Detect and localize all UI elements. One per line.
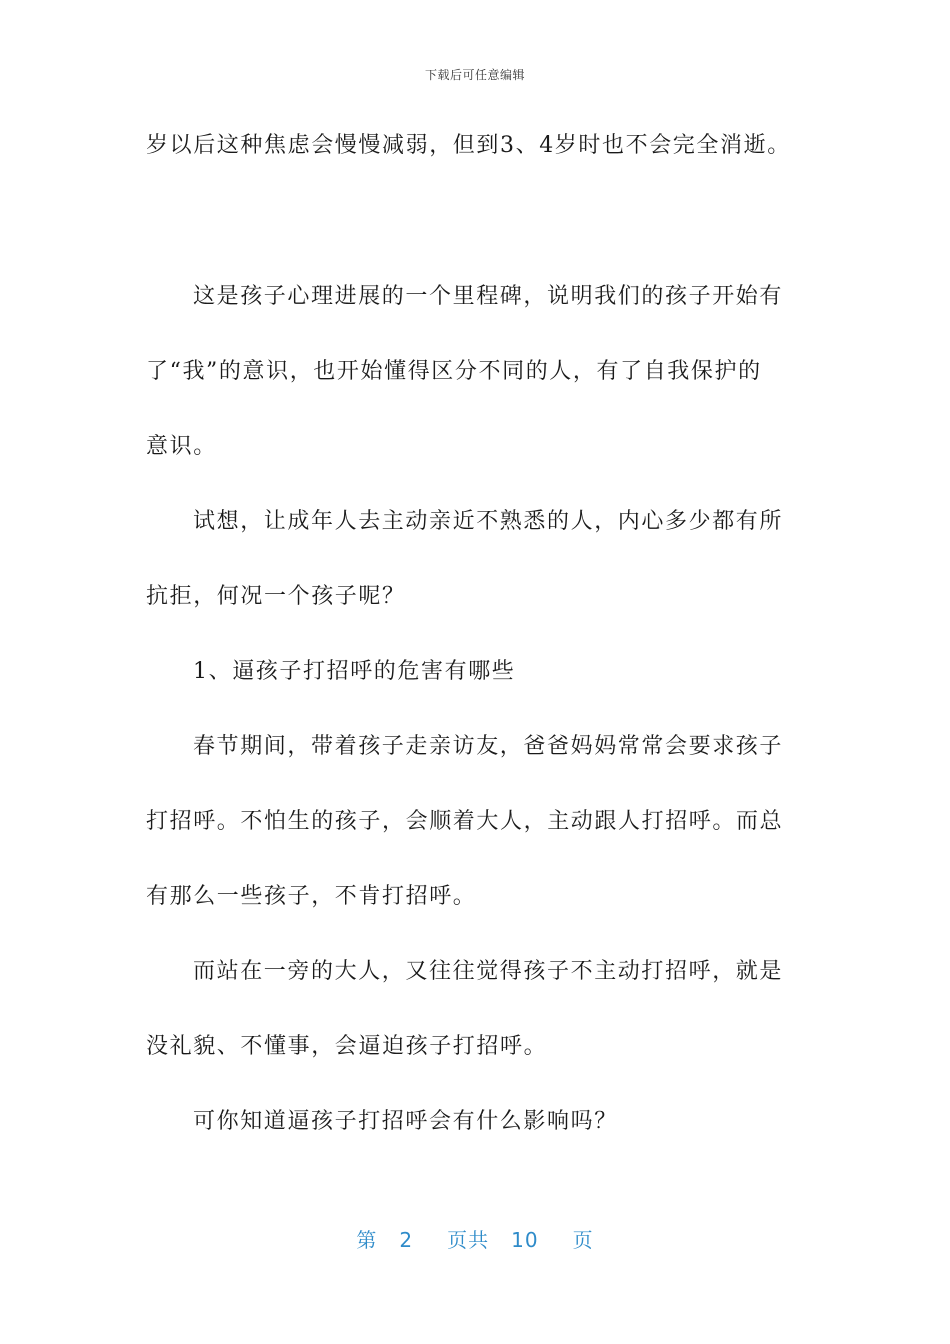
body-line-12: 没礼貌、不懂事，会逼迫孩子打招呼。 [146,1034,548,1059]
body-line-5: 试想，让成年人去主动亲近不熟悉的人，内心多少都有所 [193,509,784,534]
body-line-10: 有那么一些孩子，不肯打招呼。 [146,884,477,909]
body-line-4: 意识。 [146,434,217,459]
footer-current-page: 2 [399,1228,414,1252]
body-line-1: 岁以后这种焦虑会慢慢减弱，但到3、4岁时也不会完全消逝。 [146,133,791,158]
body-line-3: 了“我”的意识，也开始懂得区分不同的人，有了自我保护的 [146,359,762,384]
section-heading: 1、逼孩子打招呼的危害有哪些 [193,659,516,684]
body-line-2: 这是孩子心理进展的一个里程碑，说明我们的孩子开始有 [193,284,784,309]
footer-prefix: 第 [356,1228,378,1252]
body-line-6: 抗拒，何况一个孩子呢？ [146,584,406,609]
page-number-footer [0,1224,950,1253]
body-line-11: 而站在一旁的大人，又往往觉得孩子不主动打招呼，就是 [193,959,784,984]
footer-total-pages: 10 [511,1228,539,1252]
header-note: 下载后可任意编辑 [424,68,525,82]
body-line-13: 可你知道逼孩子打招呼会有什么影响吗？ [193,1109,618,1134]
body-line-8: 春节期间，带着孩子走亲访友，爸爸妈妈常常会要求孩子 [193,734,784,759]
footer-middle: 页共 [447,1228,490,1252]
footer-suffix: 页 [572,1228,594,1252]
body-line-9: 打招呼。不怕生的孩子，会顺着大人，主动跟人打招呼。而总 [146,809,784,834]
